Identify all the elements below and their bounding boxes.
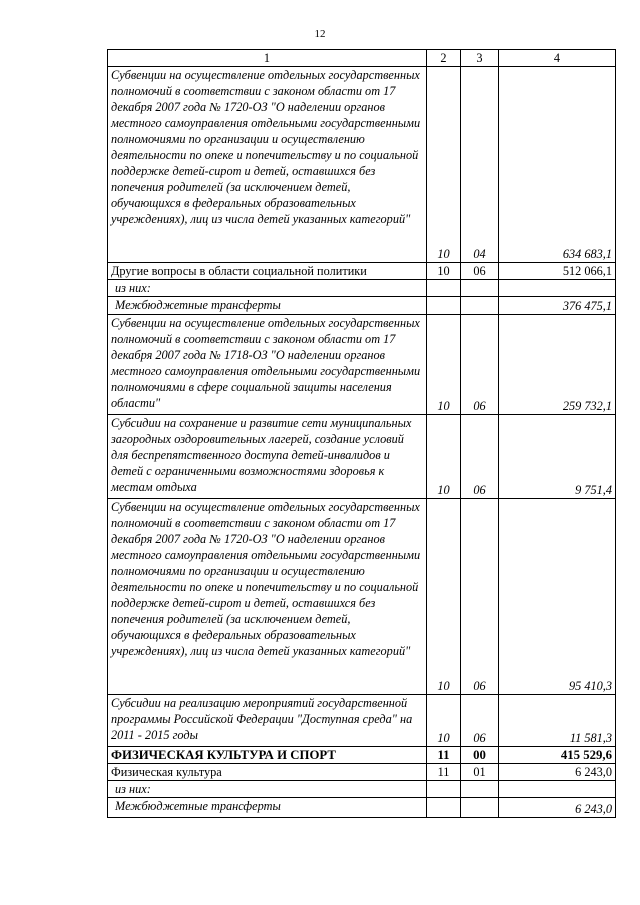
row-subsection: 06	[461, 499, 499, 695]
row-subsection: 06	[461, 695, 499, 747]
budget-table	[107, 49, 616, 818]
subheading-label: из них:	[115, 782, 151, 796]
column-header-2: 2	[427, 50, 461, 67]
table-row	[108, 499, 616, 695]
row-amount: 634 683,1	[499, 67, 616, 263]
row-section	[427, 798, 461, 818]
row-subsection: 06	[461, 315, 499, 415]
row-section: 10	[427, 695, 461, 747]
transfer-label: Межбюджетные трансферты	[115, 799, 281, 813]
row-name: Субвенции на осуществление отдельных государственных полномочий в соответствии с законом области от 17 декабря 2007 года № 1720-ОЗ "О наделении органов местного самоуправления отдельными государственными полномочиями по организации и осуществлению деятельности по опеке и попечительству и по социальной поддержке детей-сирот и детей, оставшихся без попечения родителей (за исключением детей, обучающихся в федеральных образовательных учреждениях), лиц из числа детей указанных категорий"	[108, 499, 427, 695]
row-section: 10	[427, 415, 461, 499]
row-name: Другие вопросы в области социальной политики	[108, 263, 427, 280]
row-amount: 6 243,0	[499, 764, 616, 781]
row-subsection: 06	[461, 415, 499, 499]
row-section: 11	[427, 764, 461, 781]
table-row	[108, 764, 616, 781]
column-header-3: 3	[461, 50, 499, 67]
row-section: 10	[427, 263, 461, 280]
row-subsection: 00	[461, 747, 499, 764]
row-name	[108, 280, 427, 297]
row-section	[427, 781, 461, 798]
section-heading-name: ФИЗИЧЕСКАЯ КУЛЬТУРА И СПОРТ	[108, 747, 427, 764]
table-row	[108, 315, 616, 415]
row-name: Субсидии на сохранение и развитие сети муниципальных загородных оздоровительных лагерей, создание условий для беспрепятственного доступа детей-инвалидов и детей с ограниченными возможностями здоровья к местам отдыха	[108, 415, 427, 499]
row-section	[427, 280, 461, 297]
table-row	[108, 263, 616, 280]
row-amount	[499, 280, 616, 297]
row-name: Субвенции на осуществление отдельных государственных полномочий в соответствии с законом области от 17 декабря 2007 года № 1720-ОЗ "О наделении органов местного самоуправления отдельными государственными полномочиями по организации и осуществлению деятельности по опеке и попечительству и по социальной поддержке детей-сирот и детей, оставшихся без попечения родителей (за исключением детей, обучающихся в федеральных образовательных учреждениях), лиц из числа детей указанных категорий"	[108, 67, 427, 263]
table-row	[108, 695, 616, 747]
row-subsection: 01	[461, 764, 499, 781]
row-amount: 95 410,3	[499, 499, 616, 695]
column-header-1: 1	[108, 50, 427, 67]
table-row	[108, 297, 616, 315]
row-subsection	[461, 781, 499, 798]
row-subsection: 04	[461, 67, 499, 263]
page-number: 12	[314, 28, 326, 40]
header-row	[108, 50, 616, 67]
row-subsection	[461, 280, 499, 297]
table-row	[108, 67, 616, 263]
row-subsection: 06	[461, 263, 499, 280]
row-section: 10	[427, 499, 461, 695]
section-heading-row	[108, 747, 616, 764]
table-row	[108, 415, 616, 499]
table-row	[108, 781, 616, 798]
row-section: 11	[427, 747, 461, 764]
row-subsection	[461, 798, 499, 818]
table-row	[108, 280, 616, 297]
row-name: Субвенции на осуществление отдельных государственных полномочий в соответствии с законом области от 17 декабря 2007 года № 1718-ОЗ "О наделении органов местного самоуправления отдельными государственными полномочиями в сфере социальной защиты населения области"	[108, 315, 427, 415]
row-amount: 376 475,1	[499, 297, 616, 315]
row-name	[108, 798, 427, 818]
row-amount: 512 066,1	[499, 263, 616, 280]
row-amount: 259 732,1	[499, 315, 616, 415]
row-name	[108, 297, 427, 315]
column-header-4: 4	[499, 50, 616, 67]
row-amount	[499, 781, 616, 798]
row-amount: 11 581,3	[499, 695, 616, 747]
row-name	[108, 781, 427, 798]
row-amount: 9 751,4	[499, 415, 616, 499]
subheading-label: из них:	[115, 281, 151, 295]
row-amount: 6 243,0	[499, 798, 616, 818]
row-section	[427, 297, 461, 315]
row-section: 10	[427, 67, 461, 263]
row-name: Физическая культура	[108, 764, 427, 781]
table-row	[108, 798, 616, 818]
transfer-label: Межбюджетные трансферты	[115, 298, 281, 312]
row-name: Субсидии на реализацию мероприятий государственной программы Российской Федерации "Доступная среда" на 2011 - 2015 годы	[108, 695, 427, 747]
row-subsection	[461, 297, 499, 315]
row-amount: 415 529,6	[499, 747, 616, 764]
row-section: 10	[427, 315, 461, 415]
